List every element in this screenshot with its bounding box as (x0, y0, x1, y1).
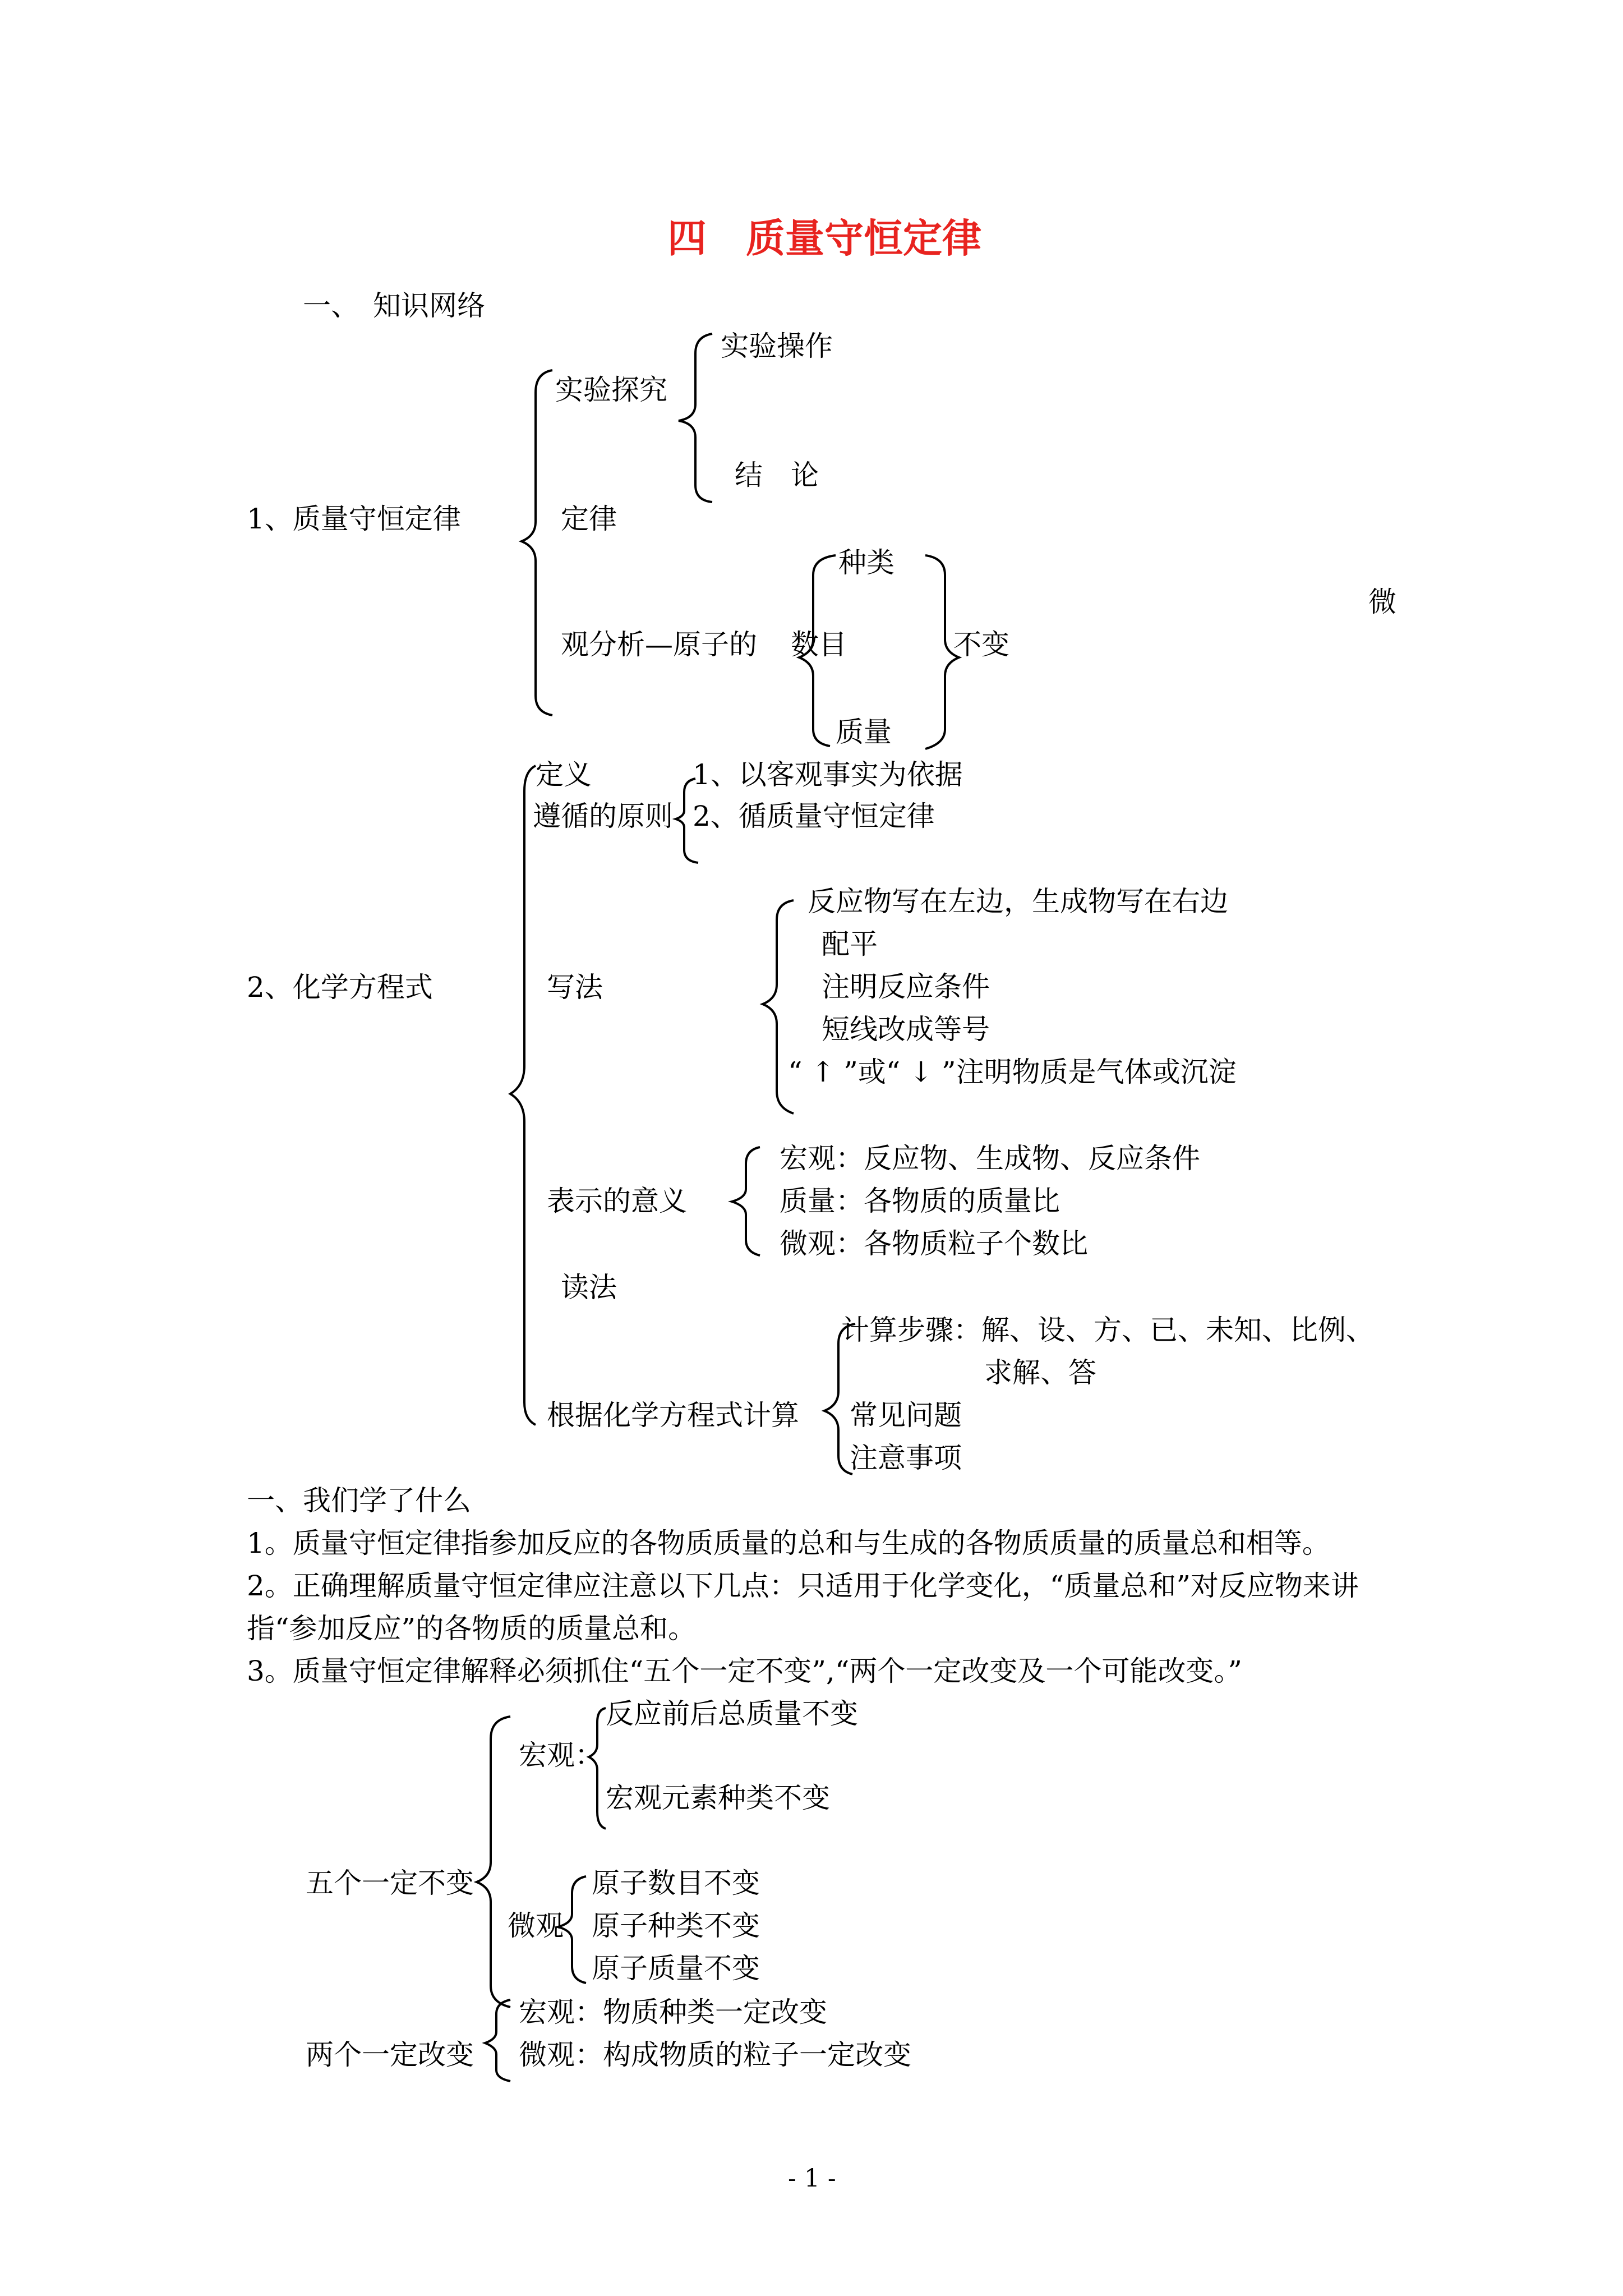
tree4-item: 微观：构成物质的粒子一定改变 (519, 2039, 911, 2071)
micro-item: 原子种类不变 (592, 1910, 760, 1942)
brace-tree2-main (510, 766, 536, 1425)
paragraph-line: 指“参加反应”的各物质的质量总和。 (247, 1612, 697, 1645)
calc-steps-cont: 求解、答 (984, 1356, 1096, 1389)
tree3-root: 五个一定不变 (306, 1867, 474, 1899)
tree2-principle: 遵循的原则 (533, 800, 673, 832)
brace-tree3-macro (589, 1708, 606, 1829)
writing-item: 反应物写在左边，生成物写在右边 (808, 885, 1228, 918)
tree1-unchanged: 不变 (953, 628, 1009, 661)
tree4-item: 宏观：物质种类一定改变 (519, 1996, 827, 2028)
tree1-number: 数目 (791, 628, 847, 661)
brace-tree2-calculation (824, 1324, 855, 1474)
brace-tree3-micro (558, 1876, 586, 1983)
paragraph-line: 3。质量守恒定律解释必须抓住“五个一定不变”,“两个一定改变及一个可能改变。” (247, 1655, 1242, 1687)
tree2-calculation: 根据化学方程式计算 (547, 1399, 799, 1432)
writing-item: 短线改成等号 (822, 1013, 990, 1046)
writing-item: 注明反应条件 (822, 970, 990, 1003)
tree2-writing: 写法 (547, 971, 603, 1004)
meaning-item: 微观：各物质粒子个数比 (780, 1227, 1088, 1260)
brace-tree4 (485, 2000, 510, 2081)
tree3-macro: 宏观： (519, 1739, 603, 1772)
brace-tree1-main (522, 370, 552, 715)
brace-tree2-principle (676, 779, 698, 863)
brace-tree2-meaning (732, 1147, 760, 1255)
tree2-principle-1: 1、以客观事实为依据 (693, 758, 963, 791)
page-number: - 1 - (788, 2164, 836, 2193)
tree3-micro: 微观 (508, 1910, 564, 1942)
micro-item: 原子数目不变 (592, 1867, 760, 1899)
tree1-conclusion: 结 论 (735, 459, 819, 491)
tree2-root: 2、化学方程式 (247, 971, 433, 1004)
writing-item: 配平 (822, 928, 878, 960)
tree2-definition: 定义 (536, 758, 592, 791)
tree1-analysis: 观分析—原子的 (561, 628, 757, 661)
section-heading-learned: 一、我们学了什么 (247, 1484, 471, 1517)
tree1-root: 1、质量守恒定律 (247, 503, 461, 535)
brace-tree1-atom-left (799, 555, 836, 746)
writing-item: “ ↑ ”或“ ↓ ”注明物质是气体或沉淀 (788, 1056, 1237, 1088)
brace-tree3-main (477, 1717, 510, 2007)
tree1-kind: 种类 (838, 546, 895, 579)
paragraph-line: 2。正确理解质量守恒定律应注意以下几点：只适用于化学变化，“质量总和”对反应物来讲 (247, 1570, 1359, 1602)
calc-notes: 注意事项 (850, 1442, 962, 1474)
page-title: 四 质量守恒定律 (667, 215, 981, 261)
macro-item: 反应前后总质量不变 (606, 1697, 858, 1730)
calc-steps: 计算步骤：解、设、方、已、未知、比例、 (841, 1314, 1374, 1346)
meaning-item: 质量：各物质的质量比 (780, 1185, 1060, 1217)
tree2-principle-2: 2、循质量守恒定律 (693, 800, 935, 832)
tree1-operation: 实验操作 (721, 330, 833, 362)
brace-tree2-writing (763, 900, 794, 1114)
macro-item: 宏观元素种类不变 (606, 1782, 830, 1814)
tree1-experiment: 实验探究 (555, 374, 667, 406)
brace-tree1-experiment (679, 334, 712, 502)
brace-tree1-atom-right (925, 555, 959, 749)
micro-item: 原子质量不变 (592, 1952, 760, 1985)
tree4-root: 两个一定改变 (306, 2039, 474, 2071)
calc-common-problems: 常见问题 (850, 1399, 962, 1432)
paragraph-line: 1。质量守恒定律指参加反应的各物质质量的总和与生成的各物质质量的质量总和相等。 (247, 1527, 1330, 1559)
meaning-item: 宏观：反应物、生成物、反应条件 (780, 1142, 1200, 1175)
section-heading-knowledge-network: 一、 知识网络 (303, 289, 485, 322)
tree1-mass: 质量 (836, 716, 892, 748)
tree2-meaning: 表示的意义 (547, 1185, 687, 1217)
tree2-reading: 读法 (561, 1271, 617, 1304)
tree1-stray-char: 微 (1368, 586, 1396, 618)
tree1-law: 定律 (561, 503, 617, 535)
